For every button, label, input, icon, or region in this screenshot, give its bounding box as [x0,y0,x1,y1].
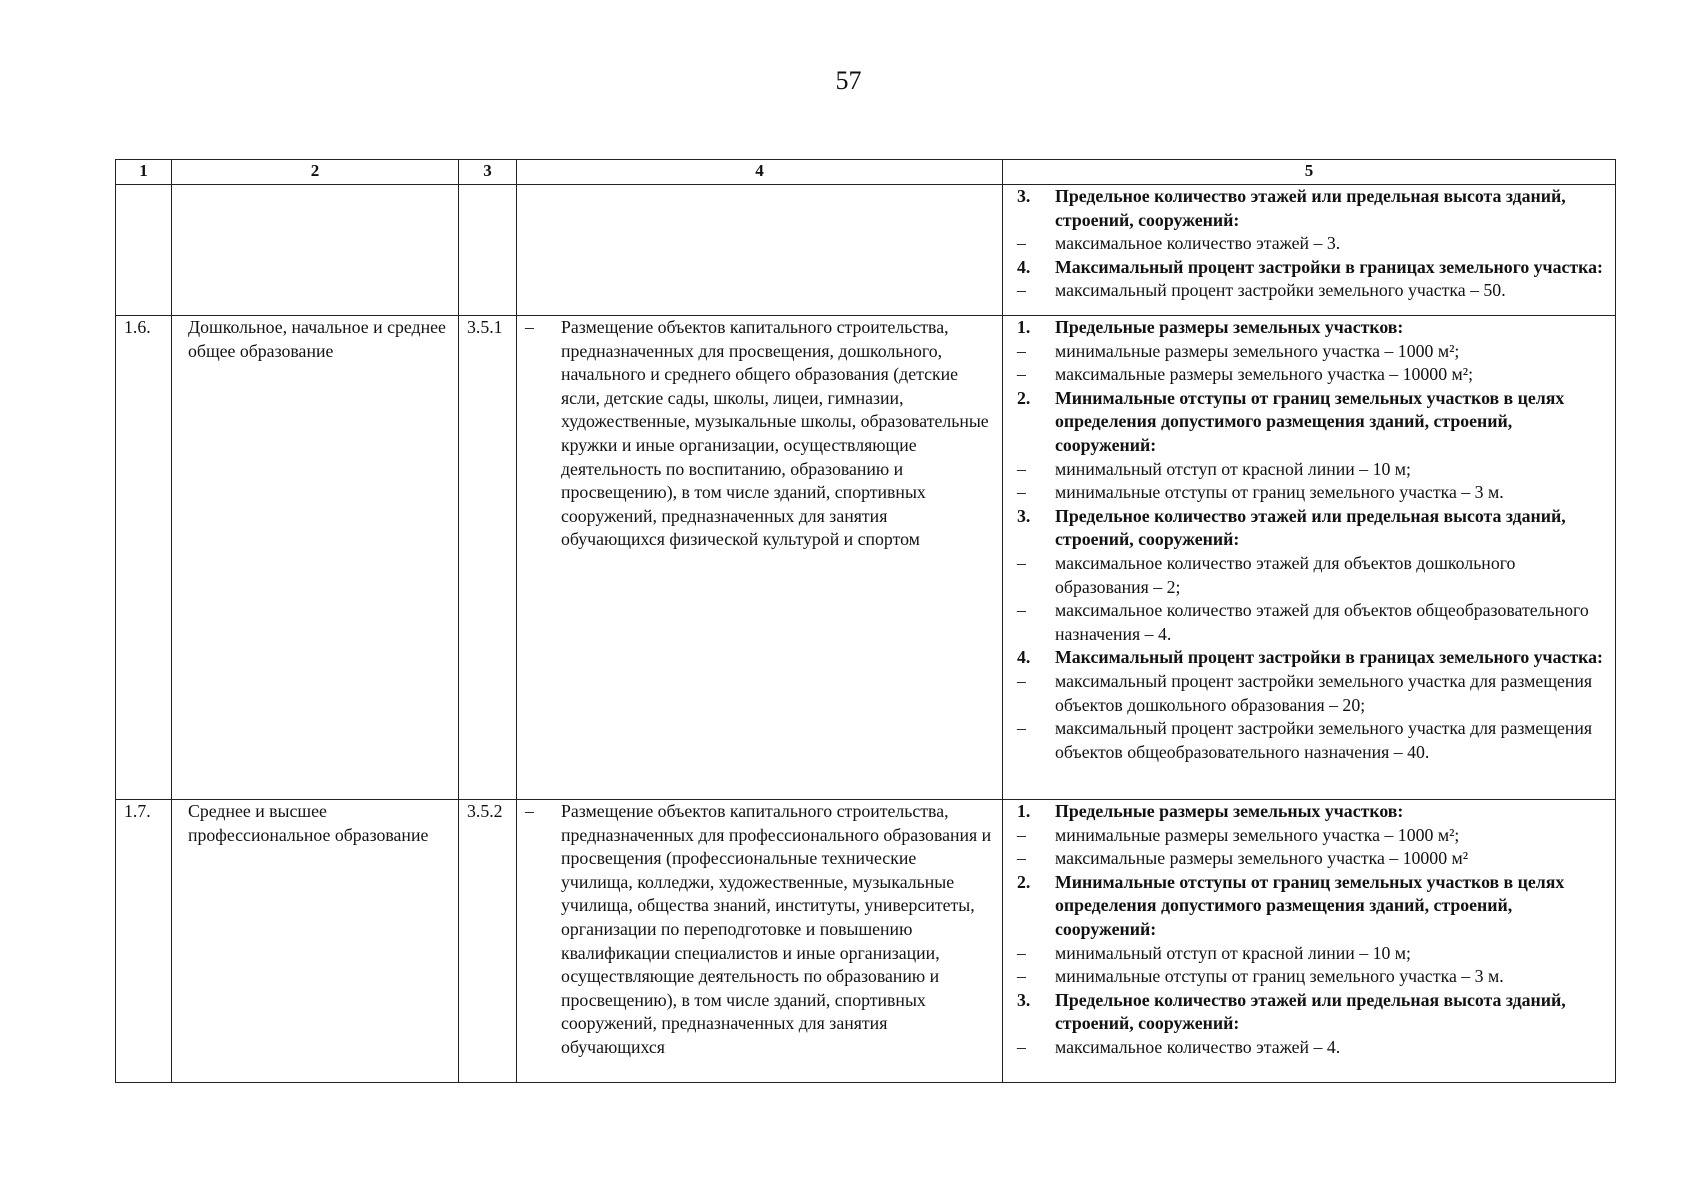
parameter-value: максимальное количество этажей – 4. [1055,1036,1341,1057]
use-description-text: Размещение объектов капитального строительства, предназначенных для просвещения, дошкольного, начального и среднего общего образования (детские ясли, детские сады, школы, лицеи, гимназии, художественные, музыкальные школы, образовательные кружки и иные организации, осуществляющие деятельность по воспитанию, образованию и просвещению), в том числе зданий, спортивных сооружений, предназначенных для занятия обучающихся физической культурой и спортом [561,317,989,550]
section-number: 4. [1017,647,1031,668]
section-number: 3. [1017,989,1031,1010]
permitted-use-description-cell [517,316,1003,800]
parameter-value: минимальные отступы от границ земельного участка – 3 м. [1055,482,1504,503]
building-parameters-cell [1003,316,1616,800]
list-dash: – [1017,340,1026,361]
permitted-use-description-cell [517,800,1003,1083]
parameter-value: минимальный отступ от красной линии – 10 м; [1055,942,1411,963]
header-row [116,160,1616,185]
section-number: 3. [1017,505,1031,526]
list-dash: – [1017,233,1026,254]
list-dash: – [1017,824,1026,845]
list-marker: – [525,317,534,337]
parameter-heading: Предельное количество этажей или предельная высота зданий, строений, сооружений: [1055,989,1566,1034]
parameter-heading: Предельные размеры земельных участков: [1055,801,1404,821]
land-use-code-cell: 3.5.2 [459,800,517,1083]
land-use-code-cell: 3.5.1 [459,316,517,800]
parameter-value: минимальный отступ от красной линии – 10 м; [1055,458,1411,479]
parameter-heading: Максимальный процент застройки в границах земельного участка: [1055,256,1603,277]
use-description-text: Размещение объектов капитального строительства, предназначенных для профессионального образования и просвещения (профессиональные технические училища, колледжи, художественные, музыкальные училища, общества знаний, институты, университеты, организации по переподготовке и повышению квалификации специалистов и иные организации, осуществляющие деятельность по образованию и просвещению), в том числе зданий, спортивных сооружений, предназначенных для занятия обучающихся [561,801,992,1057]
list-dash: – [1017,458,1026,479]
parameter-value: максимальное количество этажей для объектов общеобразовательного назначения – 4. [1055,600,1589,644]
section-number: 3. [1017,186,1031,206]
section-number: 4. [1017,256,1031,277]
section-number: 2. [1017,871,1031,892]
parameter-heading: Предельные размеры земельных участков: [1055,317,1404,337]
land-use-name-cell [172,185,459,316]
list-dash: – [1017,966,1026,987]
parameter-heading: Максимальный процент застройки в границах земельного участка: [1055,647,1603,668]
land-use-code-cell [459,185,517,316]
parameter-value: минимальные отступы от границ земельного участка – 3 м. [1055,966,1504,987]
parameter-value: минимальные размеры земельного участка – 1000 м²; [1055,340,1460,361]
building-parameters-cell [1003,185,1616,316]
list-dash: – [1017,1036,1026,1057]
column-header: 3 [459,160,517,185]
row-number-cell: 1.7. [116,800,172,1083]
parameter-heading: Предельное количество этажей или предельная высота зданий, строений, сооружений: [1055,505,1566,550]
page-number: 57 [835,66,862,95]
row-number-cell [116,185,172,316]
column-header: 2 [172,160,459,185]
column-header: 5 [1003,160,1616,185]
parameter-heading: Минимальные отступы от границ земельных участков в целях определения допустимого размещения зданий, строений, сооружений: [1055,387,1565,455]
parameter-value: максимальный процент застройки земельного участка – 50. [1055,280,1506,301]
parameter-value: максимальное количество этажей для объектов дошкольного образования – 2; [1055,552,1516,597]
list-marker: – [525,801,534,821]
land-use-name-cell: Дошкольное, начальное и среднее общее образование [172,316,459,800]
list-dash: – [1017,942,1026,963]
section-number: 1. [1017,317,1031,337]
section-number: 2. [1017,387,1031,408]
list-dash: – [1017,482,1026,503]
parameter-value: минимальные размеры земельного участка – 1000 м²; [1055,824,1460,845]
list-dash: – [1017,600,1026,621]
column-header: 4 [517,160,1003,185]
section-number: 1. [1017,801,1031,821]
parameter-heading: Минимальные отступы от границ земельных участков в целях определения допустимого размещения зданий, строений, сооружений: [1055,871,1565,939]
parameter-value: максимальный процент застройки земельного участка для размещения объектов общеобразовательного назначения – 40. [1055,718,1593,762]
parameter-heading: Предельное количество этажей или предельная высота зданий, строений, сооружений: [1055,186,1566,230]
regulations-table [115,159,1616,1083]
table-row [116,800,1616,1083]
list-dash: – [1017,280,1026,301]
list-dash: – [1017,848,1026,869]
building-parameters-cell [1003,800,1616,1083]
table-row [116,185,1616,316]
parameter-value: максимальные размеры земельного участка – 10000 м² [1055,848,1469,869]
parameter-value: максимальное количество этажей – 3. [1055,233,1341,254]
list-dash: – [1017,718,1026,739]
column-header: 1 [116,160,172,185]
list-dash: – [1017,364,1026,385]
parameter-value: максимальные размеры земельного участка – 10000 м²; [1055,364,1474,385]
list-dash: – [1017,552,1026,573]
permitted-use-description-cell [517,185,1003,316]
parameter-value: максимальный процент застройки земельного участка для размещения объектов дошкольного образования – 20; [1055,670,1593,715]
row-number-cell: 1.6. [116,316,172,800]
table-row [116,316,1616,800]
land-use-name-cell: Среднее и высшее профессиональное образование [172,800,459,1083]
list-dash: – [1017,670,1026,691]
